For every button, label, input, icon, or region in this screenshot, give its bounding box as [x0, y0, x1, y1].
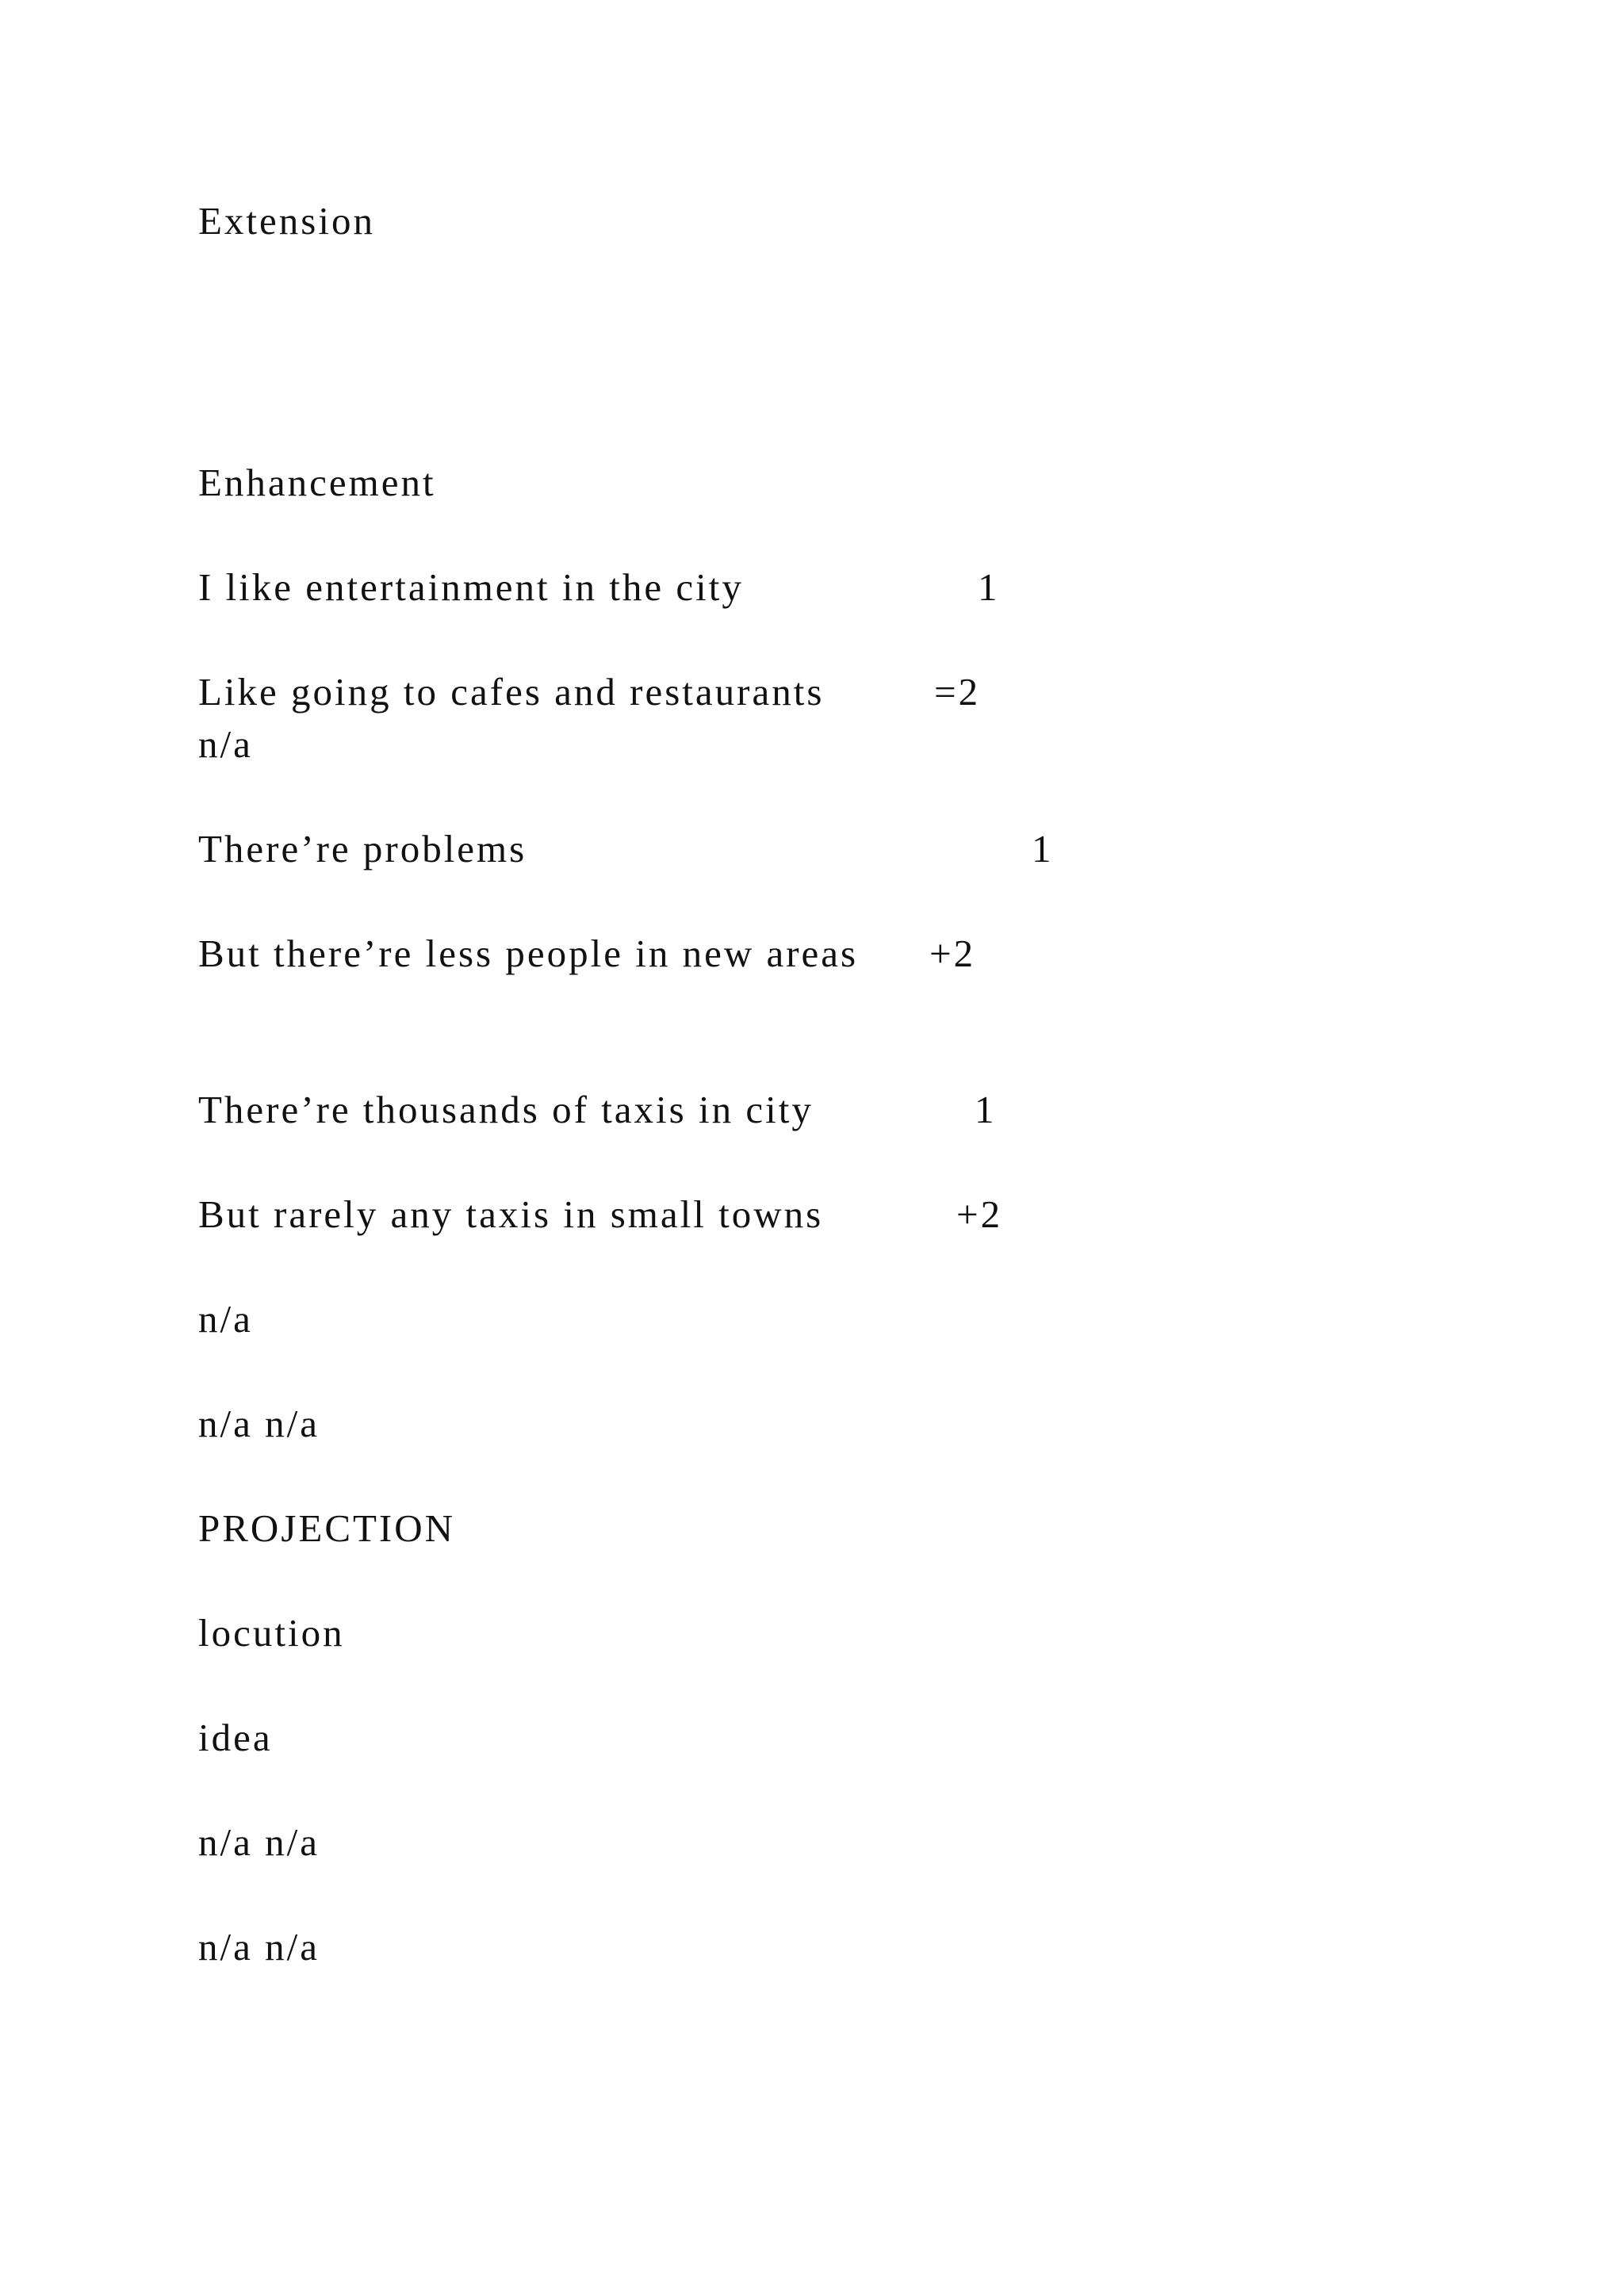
- line-entertainment: I like entertainment in the city: [198, 565, 744, 609]
- line-na-3: n/a n/a: [198, 1820, 320, 1864]
- score-cafes: =2: [934, 670, 981, 714]
- line-taxis-towns: But rarely any taxis in small towns: [198, 1192, 824, 1236]
- heading-projection: PROJECTION: [198, 1506, 456, 1550]
- line-na-2: n/a n/a: [198, 1402, 320, 1445]
- line-locution: locution: [198, 1611, 345, 1655]
- score-less-people: +2: [929, 932, 976, 975]
- line-less-people: But there’re less people in new areas: [198, 932, 859, 975]
- line-problems: There’re problems: [198, 827, 527, 871]
- score-taxis-city: 1: [975, 1088, 997, 1131]
- line-na-4: n/a n/a: [198, 1925, 320, 1969]
- heading-enhancement: Enhancement: [198, 461, 436, 504]
- line-na-1: n/a: [198, 1297, 253, 1341]
- score-problems: 1: [1032, 827, 1054, 871]
- line-cafes: Like going to cafes and restaurants: [198, 670, 825, 714]
- line-idea: idea: [198, 1716, 273, 1759]
- line-taxis-city: There’re thousands of taxis in city: [198, 1088, 814, 1131]
- heading-extension: Extension: [198, 199, 375, 243]
- line-cafes-na: n/a: [198, 722, 253, 766]
- score-taxis-towns: +2: [956, 1192, 1003, 1236]
- score-entertainment: 1: [978, 565, 1000, 609]
